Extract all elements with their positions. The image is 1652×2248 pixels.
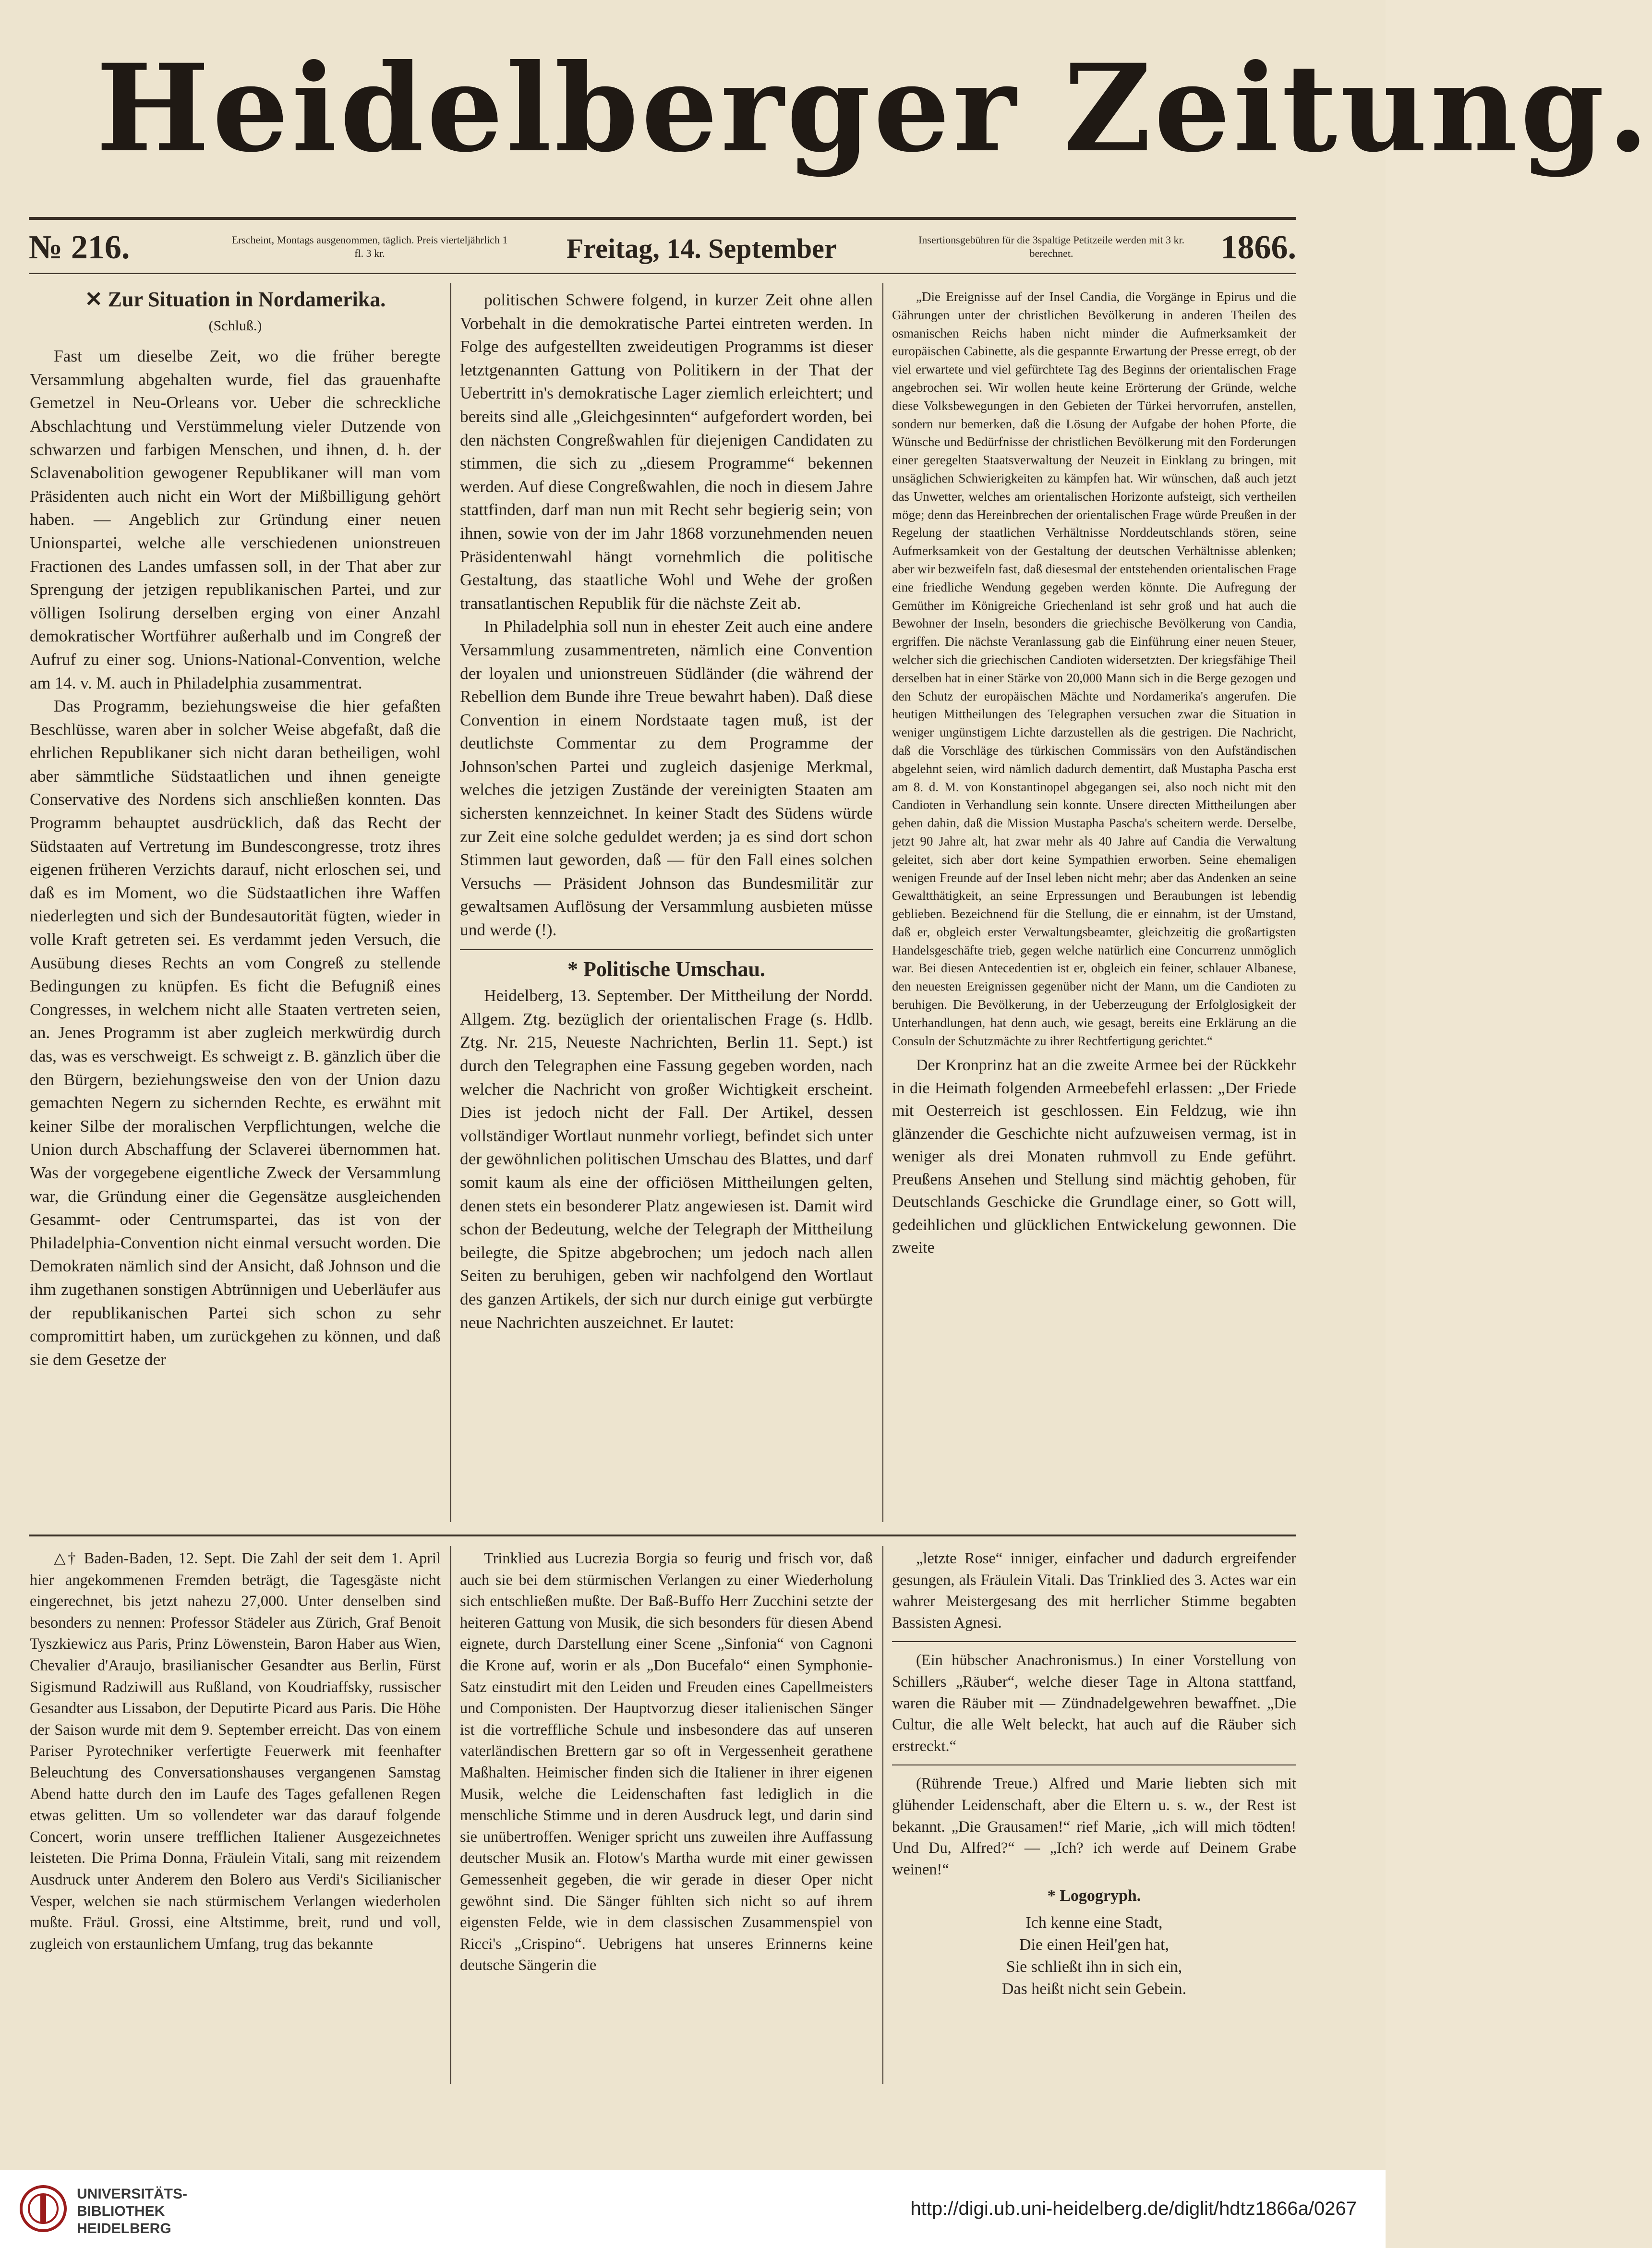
paragraph: Der Kronprinz hat an die zweite Armee bei der Rückkehr in die Heimath folgenden Armeebefehl erlassen: „Der Friede mit Oesterreich ist geschlossen. Ein Feldzug, wie ihn glänzender die Geschichte nicht aufzuweisen vermag, ist in weniger als drei Monaten ruhmvoll zu Ende geführt. Preußens Ansehen und Stellung sind mächtig gehoben, für Deutschlands Geschicke die Grundlage einer, so Gott will, gedeihlichen und glücklichen Entwickelung gewonnen. Die zweite bbox=[892, 1056, 1296, 1257]
paragraph: (Rührende Treue.) Alfred und Marie liebten sich mit glühender Leidenschaft, aber die Eltern u. s. w., der Rest ist bekannt. „Die Grausamen!“ rief Marie, „ich will mich tödten! Und Du, Alfred?“ — „Ich? ich werde auf Deinem Grabe weinen!“ bbox=[892, 1775, 1296, 1878]
library-name-line: UNIVERSITÄTS- bbox=[77, 2186, 188, 2202]
logogryph bbox=[892, 1885, 1296, 2000]
column-rule-1 bbox=[450, 283, 451, 1522]
lower-col1 bbox=[30, 1548, 441, 2086]
article-situation-col1 bbox=[30, 288, 441, 1522]
paragraph: Fast um dieselbe Zeit, wo die früher beregte Versammlung abgehalten wurde, fiel das grauenhafte Gemetzel in Neu-Orleans vor. Ueber die schreckliche Abschlachtung und Verstümmelung vieler Dutzende von schwarzen und farbigen Menschen, und ihnen, d. h. der Sclavenabolition gewogener Republikaner will man vom Präsidenten auch nicht ein Wort der Mißbilligung gehört haben. — Angeblich zur Gründung einer neuen Unionspartei, welche alle verschiedenen unionstreuen Fractionen des Landes umfassen soll, in der That aber zur Sprengung der jetzigen republikanischen Partei, und zur völligen Isolirung derselben erging von einer Anzahl demokratischer Wortführer außerhalb und im Congreß der Aufruf zu einer sog. Unions-National-Convention, welche am 14. v. M. auch in Philadelphia zusammentrat. bbox=[30, 346, 441, 692]
library-name bbox=[77, 2186, 187, 2237]
poem-line: Das heißt nicht sein Gebein. bbox=[1001, 1980, 1187, 1998]
masthead-title: Heidelberger Zeitung. bbox=[96, 37, 1652, 179]
paragraph: „Die Ereignisse auf der Insel Candia, die Vorgänge in Epirus und die Gährungen unter der christlichen Bevölkerung in anderen Theilen des osmanischen Reichs haben nicht minder die Aufmerksamkeit der europäischen Cabinette, als die gespannte Erwartung der Presse erregt, ob der viel erwartete und viel gefürchtete Tag des Beginns der orientalischen Frage angebrochen sei. Wir wollen heute keine Erörterung der Gründe, welche diese Volksbewegungen in den Gebieten der Türkei hervorrufen, anstellen, sondern nur bemerken, daß die Lösung der Aufgabe der hohen Pforte, die Wünsche und Bedürfnisse der christlichen Bevölkerung mit den Forderungen einer geregelten Staatsverwaltung der Neuzeit in Einklang zu bringen, mit unsäglichen Schwierigkeiten zu kämpfen hat. Wir wünschen, daß auch jetzt das Unwetter, welches am orientalischen Horizonte aufsteigt, sich vertheilen möge; denn das Hereinbrechen der orientalischen Frage würde Preußen in der Regelung der staatlichen Verhältnisse Norddeutschlands stören, seine Aufmerksamkeit von der Gestaltung der deutschen Verhältnisse ablenken; aber wir bezweifeln fast, daß diesesmal der entstehenden orientalischen Frage eine friedliche Wendung gegeben werden könnte. Die Aufregung der Gemüther im Königreiche Griechenland ist sehr groß und hat auch die Bewohner der Inseln, besonders die griechische Bevölkerung von Candia, ergriffen. Die nächste Veranlassung gab die Einführung einer neuen Steuer, welcher sich die griechischen Candioten widersetzten. Der kriegsfähige Theil derselben hat in einer Stärke von 20,000 Mann sich in die Berge gezogen und den Schutz der europäischen Mächte und Nordamerika's angerufen. Die heutigen Mittheilungen des Telegraphen versuchen zwar die Situation in weniger ungünstigem Lichte darzustellen als die gestrigen. Die Nachricht, daß die Vorschläge des türkischen Commissärs von den Aufständischen abgelehnt seien, wird nämlich dadurch dementirt, daß Mustapha Pascha erst am 8. d. M. von Konstantinopel abgegangen sei, also noch nicht mit den Candioten in Verhandlung sein konnte. Unsere directen Mittheilungen aber gehen dahin, daß die Mission Mustapha Pascha's scheitern werde. Derselbe, jetzt 90 Jahre alt, hat zwar mehr als 40 Jahre auf Candia die Verwaltung geleitet, sich aber dort keine Sympathien erworben. Seine ehemaligen wenigen Freunde auf der Insel leben nicht mehr; aber das Andenken an seine Gewaltthätigkeit, an seine Erpressungen und Beraubungen ist lebendig geblieben. Bezeichnend für die Stellung, die er einnahm, ist der Umstand, daß er, obgleich erster Verwaltungsbeamter, gleichzeitig die großartigsten Handelsgeschäfte trieb, gegen welche natürlich eine Concurrenz unmöglich war. Bei diesen Antecedentien ist er, obgleich ein feiner, schlauer Albanese, den neuesten Ereignissen gegenüber nicht der Mann, um die Candioten zu beruhigen. Die Bevölkerung, in der Ueberzeugung der Erfolglosigkeit der Unterhandlungen, hat denn auch, wie gesagt, bereits eine Erklärung an die Consuln der Schutzmächte zu ihrer Rechtfertigung gerichtet.“ bbox=[892, 290, 1296, 1048]
lower-column-rule-1 bbox=[450, 1546, 451, 2084]
digitization-footer bbox=[0, 2170, 1386, 2248]
paragraph: (Ein hübscher Anachronismus.) In einer Vorstellung von Schillers „Räuber“, welche dieser Tage in Altona stattfand, waren die Räuber mit — Zündnadelgewehren bewaffnet. „Die Cultur, die alle Welt beleckt, hat auch auf die Räuber sich erstreckt.“ bbox=[892, 1652, 1296, 1755]
publication-info: Erscheint, Montags ausgenommen, täglich. Preis vierteljährlich 1 fl. 3 kr. bbox=[231, 234, 508, 259]
article-subtitle: (Schluß.) bbox=[208, 317, 262, 334]
library-name-line: BIBLIOTHEK bbox=[77, 2203, 165, 2219]
poem-line: Sie schließt ihn in sich ein, bbox=[1006, 1958, 1182, 1976]
paragraph: politischen Schwere folgend, in kurzer Zeit ohne allen Vorbehalt in die demokratische Partei eintreten werden. In Folge des aufgestellten zweideutigen Programms ist dieser letztgenannten Gattung von Politikern in der That der Uebertritt in's demokratische Lager ziemlich erleichtert; und bereits sind alle „Gleichgesinnten“ aufgefordert worden, bei den nächsten Congreßwahlen für diejenigen Candidaten zu stimmen, die sich zu „diesem Programme“ bekennen werden. Auf diese Congreßwahlen, die noch in diesem Jahre stattfinden, darf man nun mit Recht sehr begierig sein; von ihnen, sowie von der im Jahr 1868 vorzunehmenden neuen Präsidentenwahl hängt vornehmlich die politische Gestaltung, das staatliche Wohl und Wehe der großen transatlantischen Republik für die nächste Zeit ab. bbox=[460, 290, 873, 613]
paragraph: Heidelberg, 13. September. Der Mittheilung der Nordd. Allgem. Ztg. bezüglich der orientalischen Frage (s. Hdlb. Ztg. Nr. 215, Neueste Nachrichten, Berlin 11. Sept.) ist durch den Telegraphen eine Fassung gegeben worden, nach welcher die Nachricht von großer Wichtigkeit erscheint. Dies ist jedoch nicht der Fall. Der Artikel, dessen vollständiger Wortlaut nunmehr vorliegt, befindet sich unter der gewöhnlichen politischen Umschau des Blattes, und darf somit kaum als eine der officiösen Mittheilungen gelten, denen stets ein besonderer Platz angewiesen ist. Damit wird schon der Bedeutung, welche der Telegraph der Mittheilung beilegte, die Spitze abgebrochen; um jedoch nach allen Seiten zu beruhigen, geben wir nachfolgend den Wortlaut des ganzen Artikels, der sich nur durch einige gut verbürgte neue Nachrichten auszeichnet. Er lautet: bbox=[460, 986, 873, 1332]
university-seal-icon bbox=[19, 2185, 67, 2233]
section-rule bbox=[892, 1641, 1296, 1642]
library-name-line: HEIDELBERG bbox=[77, 2221, 171, 2236]
dateline bbox=[29, 226, 1296, 269]
digitization-url[interactable]: http://digi.ub.uni-heidelberg.de/diglit/hdtz1866a/0267 bbox=[910, 2198, 1357, 2219]
paragraph: In Philadelphia soll nun in ehester Zeit auch eine andere Versammlung zusammentreten, nämlich eine Convention der loyalen und unionstreuen Südländer (die während der Rebellion dem Bunde ihre Treue bewahrt haben). Daß diese Convention in einem Nordstaate tagen muß, ist der deutlichste Commentar zu dem Programme der Johnson'schen Partei und zugleich dasjenige Merkmal, welches die jetzigen Zustände der vereinigten Staaten am sichersten kennzeichnet. In keiner Stadt des Südens würde zur Zeit eine solche geduldet werden; ja es sind dort schon Stimmen laut geworden, daß — für den Fall eines solchen Versuchs — Präsident Johnson das Bundesmilitär zur gewaltsamen Auflösung der Versammlung ausbieten müsse und werde (!). bbox=[460, 616, 873, 940]
insertion-fees: Insertionsgebühren für die 3spaltige Petitzeile werden mit 3 kr. berechnet. bbox=[918, 234, 1185, 259]
section-title: * Politische Umschau. bbox=[567, 957, 765, 981]
feuilleton-rule bbox=[29, 1535, 1296, 1536]
paragraph: „letzte Rose“ inniger, einfacher und dadurch ergreifender gesungen, als Fräulein Vitali. Das Trinklied des 3. Actes war ein wahrer Meistergesang des mit herrlicher Stimme begabten Bassisten Agnesi. bbox=[892, 1550, 1296, 1632]
paragraph: △† Baden-Baden, 12. Sept. Die Zahl der seit dem 1. April hier angekommenen Fremden beträgt, die Tagesgäste nicht eingerechnet, bis jetzt nahezu 27,000. Unter denselben sind besonders zu nennen: Professor Städeler aus Zürich, Graf Benoit Tyszkiewicz aus Paris, Prinz Löwenstein, Baron Haber aus Wien, Chevalier d'Araujo, brasilianischer Gesandter aus Berlin, Fürst Sigismund Radziwill aus Rußland, von Koudriaffsky, russischer Gesandter aus Lissabon, der Deputirte Picard aus Paris. Die Höhe der Saison wurde mit dem 9. September erreicht. Das von einem Pariser Pyrotechniker verfertigte Feuerwerk mit feenhafter Beleuchtung des Conversationshauses vergangenen Samstag Abend hatte durch den im Laufe des Tages gefallenen Regen etwas gelitten. Um so vollendeter war das darauf folgende Concert, worin unsere trefflichen Italiener Ausgezeichnetes leisteten. Die Prima Donna, Fräulein Vitali, sang mit reizendem Ausdruck unter Anderem den Bolero aus Verdi's Sicilianischer Vesper, welchen sie nach stürmischem Verlangen wiederholen mußte. Fräul. Grossi, eine Altstimme, breit, rund und voll, zugleich von erstaunlichem Umfang, trug das bekannte bbox=[30, 1550, 441, 1953]
issue-number: № 216. bbox=[29, 229, 130, 266]
issue-date: Freitag, 14. September bbox=[567, 233, 837, 264]
right-column bbox=[892, 288, 1296, 1522]
column-rule-2 bbox=[882, 283, 883, 1522]
paragraph: Trinklied aus Lucrezia Borgia so feurig und frisch vor, daß auch sie bei dem stürmischen Verlangen zu einer Wiederholung sich entschließen mußte. Der Baß-Buffo Herr Zucchini setzte der heiteren Gattung von Musik, die sich besonders für diesen Abend eignete, durch Darstellung einer Scene „Sinfonia“ von Cagnoni die Krone auf, worin er als „Don Bucefalo“ einen Symphonie-Satz einstudirt mit den Leiden und Freuden eines Capellmeisters und Componisten. Der Hauptvorzug dieser italienischen Sänger ist die vortreffliche Schule und insbesondere das auf unseren vaterländischen Brettern gar so oft in Vergessenheit gerathene Maßhalten. Heimischer finden sich die Italiener in ihrer eigenen Musik, welche die Leidenschaften fast lediglich in die menschliche Stimme und in deren Ausdruck legt, und darin sind sie unübertroffen. Weniger spricht uns zuweilen ihre Auffassung deutscher Musik an. Flotow's Martha wurde mit einer gewissen Gemessenheit gegeben, die wir gerade in dieser Oper nicht gewöhnt sind. Die Sänger fühlten sich nicht so auf ihrem eigensten Felde, wie in dem classischen Zusammenspiel von Ricci's „Crispino“. Uebrigens hat unseres Erinnerns keine deutsche Sängerin die bbox=[460, 1550, 873, 1974]
poem-line: Ich kenne eine Stadt, bbox=[1025, 1914, 1163, 1932]
lower-col2 bbox=[460, 1548, 873, 2086]
lower-col3 bbox=[892, 1548, 1296, 2086]
lower-column-rule-2 bbox=[882, 1546, 883, 2084]
section-rule bbox=[460, 949, 873, 950]
issue-year: 1866. bbox=[1220, 229, 1296, 266]
article-situation-col2 bbox=[460, 288, 873, 1522]
poem-line: Die einen Heil'gen hat, bbox=[1019, 1936, 1169, 1954]
top-rule bbox=[29, 217, 1296, 220]
dateline-rule bbox=[29, 273, 1296, 274]
article-title: ✕ Zur Situation in Nordamerika. bbox=[84, 288, 386, 311]
poem-title: * Logogryph. bbox=[1047, 1887, 1141, 1905]
paragraph: Das Programm, beziehungsweise die hier gefaßten Beschlüsse, waren aber in solcher Weise abgefaßt, daß die ehrlichen Republikaner sich nicht daran betheiligen, wohl aber sämmtliche Südstaatlichen und ihnen geneigte Conservative des Nordens sich anschließen konnten. Das Programm behauptet ausdrücklich, daß das Recht der Südstaaten auf Vertretung im Bundescongresse, trotz ihres eigenen früheren Verzichts darauf, nicht erloschen sei, und daß es im Moment, wo die Südstaatlichen ihre Waffen niederlegten und sich der Bundesautorität fügten, wieder in volle Kraft getreten sei. Es verdammt jeden Versuch, die Ausübung dieses Rechts an vom Congreß zu stellende Bedingungen zu knüpfen. Es ficht die Befugniß eines Congresses, in welchem nicht alle Staaten vertreten seien, an. Jenes Programm ist aber zugleich merkwürdig durch das, was es verschweigt. Es schweigt z. B. gänzlich über die den Bürgern, beziehungsweise den von der Union dazu gemachten Negern zu sichernden Rechte, es erwähnt mit keiner Silbe der moralischen Verpflichtungen, welche die Union durch Abschaffung der Sclaverei übernommen hat. Was der vorgegebene eigentliche Zweck der Versammlung war, die Gründung einer die Gegensätze ausgleichenden Gesammt- oder Centrumspartei, das ist von der Philadelphia-Convention nicht einmal versucht worden. Die Demokraten nämlich sind der Ansicht, daß Johnson und die ihm zugethanen sonstigen Abtrünnigen und Ueberläufer aus der republikanischen Partei sich schon zu sehr compromittirt haben, um zurückgehen zu können, und daß sie dem Gesetze der bbox=[30, 696, 441, 1369]
